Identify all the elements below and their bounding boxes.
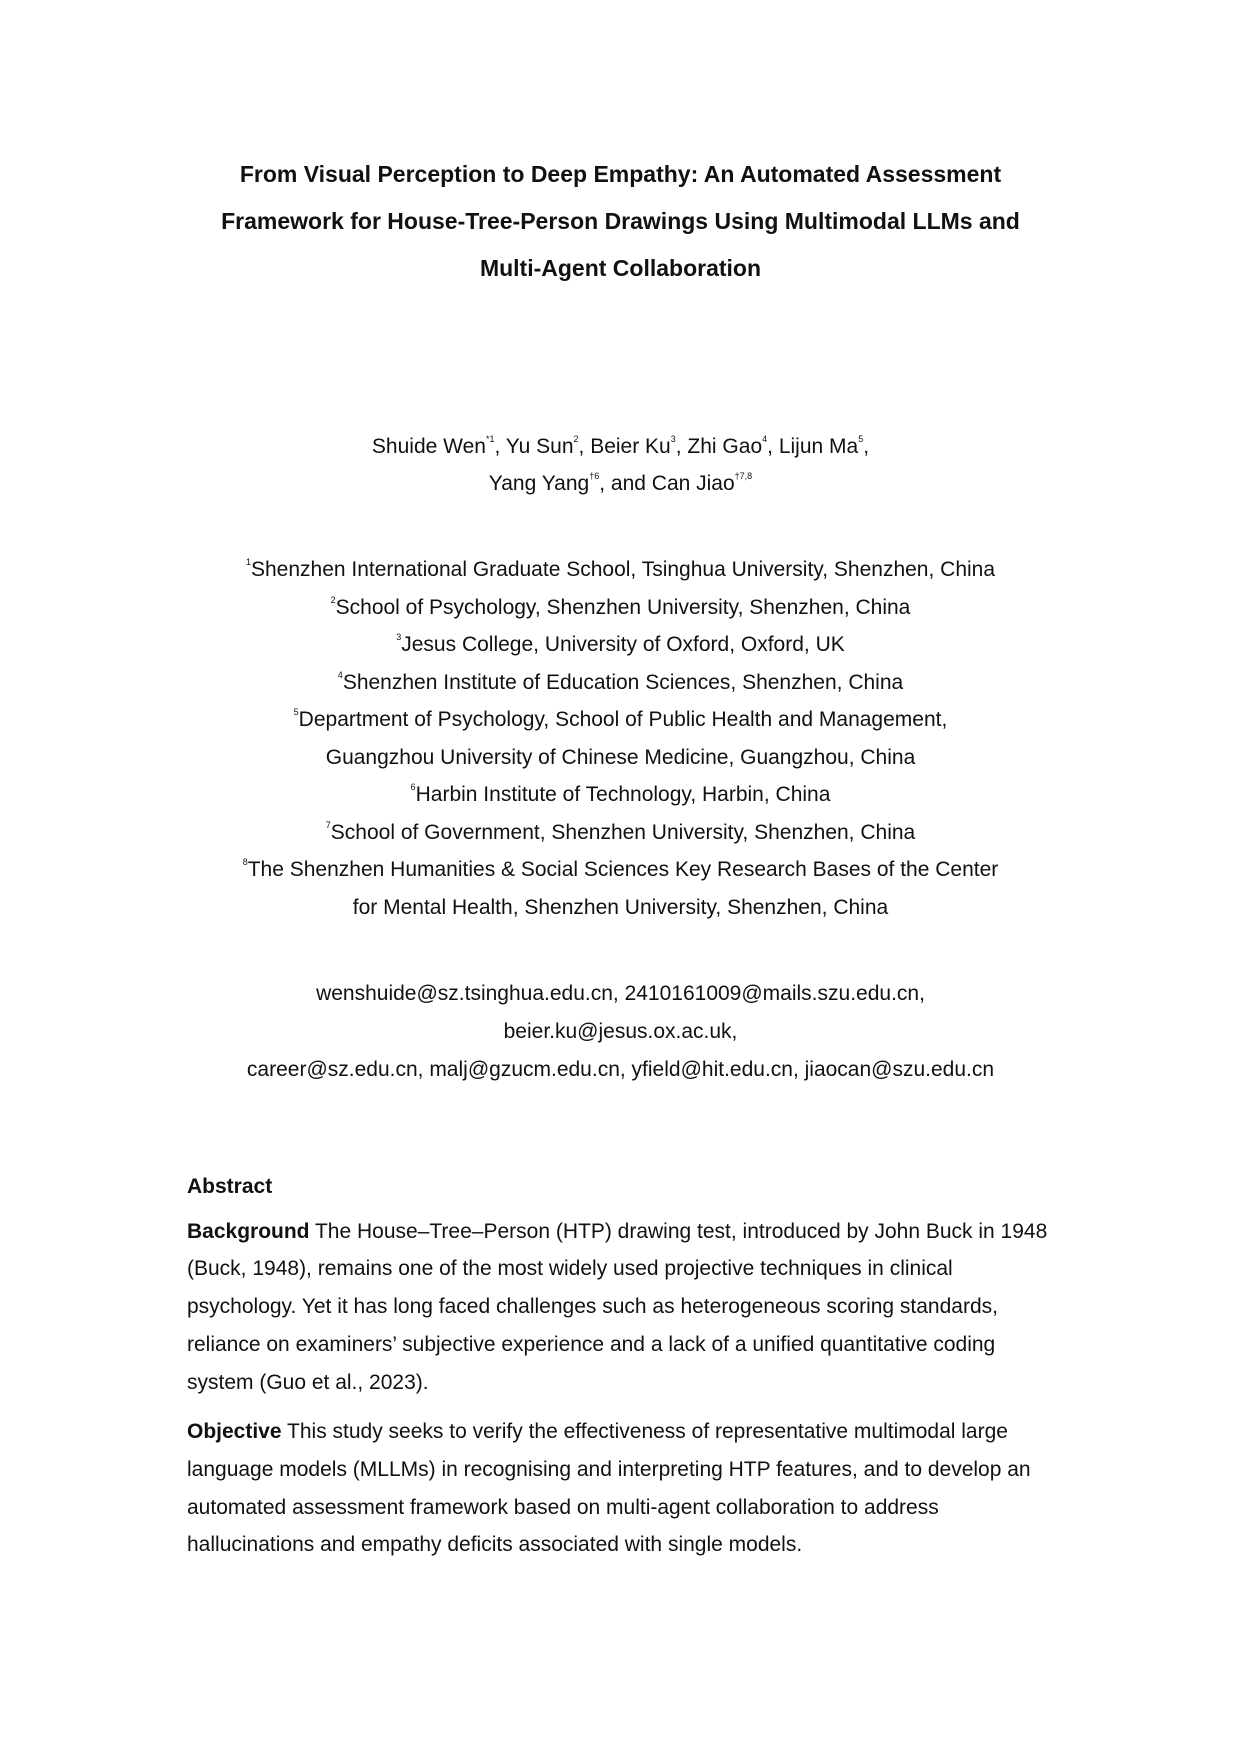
- affiliation-item: [150, 701, 1091, 739]
- author-sup: 5: [858, 434, 864, 444]
- author-sep: ,: [863, 435, 870, 458]
- affiliation-item: [150, 589, 1091, 627]
- email-line: wenshuide@sz.tsinghua.edu.cn, 2410161009@mails.szu.edu.cn,: [316, 982, 925, 1005]
- affiliation-text: School of Government, Shenzhen University, Shenzhen, China: [330, 820, 916, 844]
- email-list: [150, 975, 1091, 1089]
- affiliation-sup: 5: [293, 707, 299, 717]
- author-list: [150, 428, 1091, 502]
- affiliation-item: [150, 664, 1091, 702]
- affiliation-item: [150, 776, 1091, 814]
- author-name: Shuide Wen: [371, 435, 486, 458]
- abstract-background-paragraph: [187, 1213, 1067, 1402]
- email-line: career@sz.edu.cn, malj@gzucm.edu.cn, yfield@hit.edu.cn, jiaocan@szu.edu.cn: [246, 1058, 995, 1081]
- title-line-1: From Visual Perception to Deep Empathy: An Automated Assessment: [239, 161, 1002, 187]
- affiliation-sup: 4: [337, 669, 343, 680]
- affiliation-sup: 7: [325, 819, 331, 830]
- author-sep: ,: [494, 435, 506, 458]
- affiliation-sup: 2: [330, 594, 336, 605]
- author-name: Yu Sun: [505, 435, 574, 458]
- author-sup: 4: [762, 434, 768, 444]
- author-line-2: [150, 465, 1091, 502]
- author-name: Lijun Ma: [778, 435, 859, 458]
- affiliation-text: Guangzhou University of Chinese Medicine, Guangzhou, China: [325, 745, 916, 769]
- affiliation-text: The Shenzhen Humanities & Social Sciences Key Research Bases of the Center: [247, 858, 999, 881]
- author-sup: 2: [573, 434, 579, 444]
- affiliation-text: Department of Psychology, School of Public Health and Management,: [298, 708, 948, 731]
- author-sep: ,: [675, 435, 688, 458]
- affiliation-sup: 3: [396, 632, 402, 642]
- author-sup: †6: [589, 471, 600, 481]
- affiliation-item: [150, 551, 1091, 589]
- author-line-1: [150, 428, 1091, 465]
- affiliation-text: Shenzhen Institute of Education Sciences, Shenzhen, China: [342, 670, 904, 694]
- affiliation-text: for Mental Health, Shenzhen University, Shenzhen, China: [352, 895, 889, 919]
- author-name: Beier Ku: [590, 435, 671, 458]
- affiliation-list: [150, 551, 1091, 926]
- author-sup: 3: [670, 434, 676, 444]
- background-text: The House–Tree–Person (HTP) drawing test, introduced by John Buck in 1948 (Buck, 1948), remains one of the most widely used projective techniques in clinical psychology. Yet it has long faced challenges such as heterogeneous scoring standards, reliance on examiners’ subjective experience and a lack of a unified quantitative coding system (Guo et al., 2023).: [187, 1219, 1048, 1394]
- affiliation-text: Jesus College, University of Oxford, Oxford, UK: [401, 633, 845, 656]
- affiliation-item: [150, 889, 1091, 927]
- abstract-objective-paragraph: [187, 1413, 1067, 1564]
- abstract-heading: Abstract: [187, 1175, 273, 1198]
- email-line: beier.ku@jesus.ox.ac.uk,: [503, 1020, 738, 1043]
- author-sep: ,: [578, 435, 591, 458]
- title-line-3: Multi-Agent Collaboration: [479, 255, 762, 281]
- author-sup: *1: [485, 434, 495, 444]
- paper-title: [150, 160, 1091, 301]
- affiliation-text: Harbin Institute of Technology, Harbin, China: [415, 783, 831, 806]
- affiliation-text: Shenzhen International Graduate School, Tsinghua University, Shenzhen, China: [250, 558, 996, 581]
- title-line-2: Framework for House-Tree-Person Drawings Using Multimodal LLMs and: [221, 208, 1020, 234]
- objective-label: Objective: [187, 1420, 282, 1444]
- author-name: Yang Yang: [488, 472, 590, 495]
- affiliation-sup: 1: [245, 557, 251, 567]
- author-sep: , and: [599, 472, 652, 495]
- affiliation-item: [150, 626, 1091, 664]
- author-sep: ,: [767, 435, 779, 458]
- abstract-section: [187, 1168, 1067, 1576]
- affiliation-sup: 6: [410, 782, 416, 792]
- affiliation-item: [150, 814, 1091, 852]
- author-sup: †7,8: [734, 471, 753, 481]
- affiliation-item: [150, 739, 1091, 777]
- objective-text: This study seeks to verify the effectiveness of representative multimodal large language models (MLLMs) in recognising and interpreting HTP features, and to develop an automated assessment framework based on multi-agent collaboration to address hallucinations and empathy deficits associated with single models.: [187, 1420, 1031, 1557]
- background-label: Background: [187, 1219, 310, 1243]
- affiliation-sup: 8: [242, 857, 248, 867]
- affiliation-text: School of Psychology, Shenzhen University, Shenzhen, China: [335, 595, 911, 619]
- author-name: Can Jiao: [651, 472, 735, 495]
- author-name: Zhi Gao: [687, 435, 763, 458]
- affiliation-item: [150, 851, 1091, 889]
